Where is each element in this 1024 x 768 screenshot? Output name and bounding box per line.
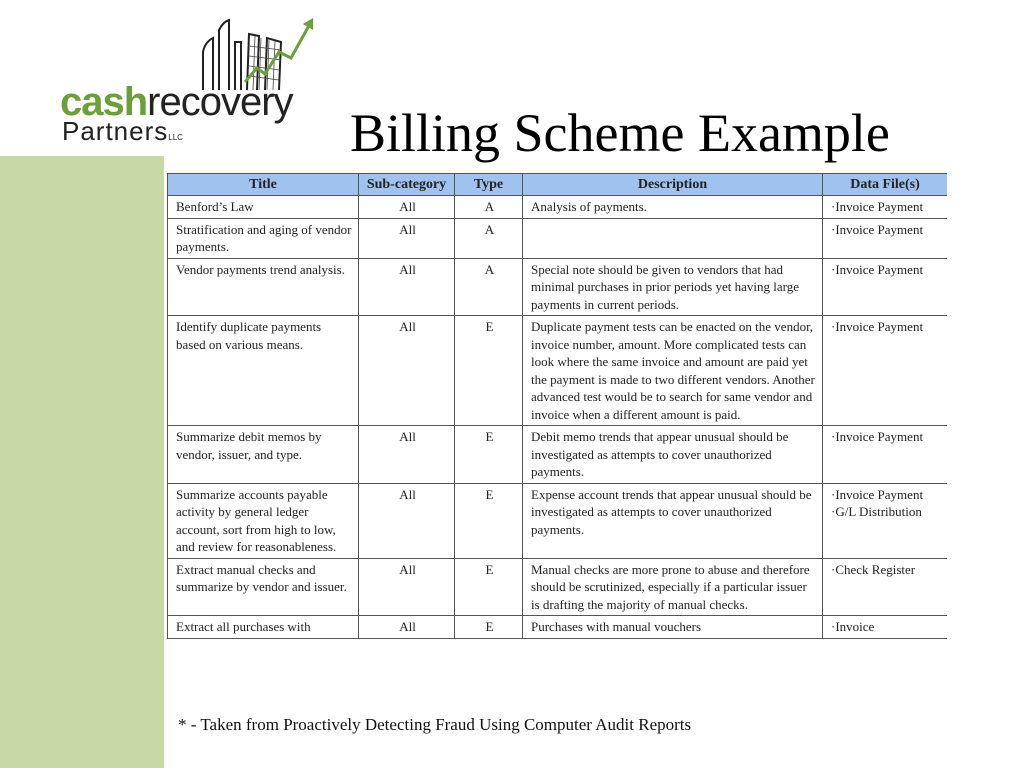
- cell-data-files: [823, 558, 948, 616]
- cell-title: Extract manual checks and summarize by vendor and issuer.: [168, 558, 359, 616]
- cell-description: Purchases with manual vouchers: [523, 616, 823, 639]
- cell-data-files: [823, 316, 948, 426]
- table-container: [167, 173, 947, 693]
- data-file-item: ·Invoice Payment: [831, 199, 924, 214]
- cell-data-files: [823, 426, 948, 484]
- cell-data-files: [823, 616, 948, 639]
- table-header-row: [168, 174, 948, 196]
- cell-title: Benford’s Law: [168, 196, 359, 219]
- data-file-item: ·G/L Distribution: [831, 504, 922, 519]
- cell-data-files: [823, 218, 948, 258]
- cell-data-files: [823, 196, 948, 219]
- cell-data-files: [823, 258, 948, 316]
- source-footnote: * - Taken from Proactively Detecting Fraud Using Computer Audit Reports: [178, 715, 692, 734]
- cell-subcategory: All: [359, 558, 455, 616]
- header-subcategory: Sub-category: [359, 174, 455, 196]
- data-file-item: ·Invoice Payment: [831, 261, 924, 277]
- logo-word-recovery: recovery: [147, 80, 293, 124]
- cell-title: Summarize accounts payable activity by general ledger account, sort from high to low, and review for reasonableness.: [168, 483, 359, 558]
- company-logo: [0, 0, 330, 156]
- cell-title: Vendor payments trend analysis.: [168, 258, 359, 316]
- data-file-item: ·Check Register: [831, 561, 916, 577]
- logo-word-llc: LLC: [168, 133, 183, 142]
- logo-word-partners: Partners: [62, 116, 169, 146]
- cell-type: E: [455, 558, 523, 616]
- cell-description: Special note should be given to vendors that had minimal purchases in prior periods yet having large payments in current periods.: [523, 258, 823, 316]
- cell-type: A: [455, 196, 523, 219]
- cell-description: [523, 218, 823, 258]
- header-type: Type: [455, 174, 523, 196]
- cell-type: E: [455, 426, 523, 484]
- header-description: Description: [523, 174, 823, 196]
- table-body: [168, 196, 948, 639]
- table-row: [168, 196, 948, 219]
- cell-description: Duplicate payment tests can be enacted on the vendor, invoice number, amount. More complicated tests can look where the same invoice and amount are paid yet the payment is made to two different vendors. Another advanced test would be to search for same vendor and invoice when a different amount is paid.: [523, 316, 823, 426]
- cell-title: Summarize debit memos by vendor, issuer, and type.: [168, 426, 359, 484]
- cell-subcategory: All: [359, 616, 455, 639]
- cell-subcategory: All: [359, 316, 455, 426]
- table-row: [168, 258, 948, 316]
- slide-title: Billing Scheme Example: [350, 103, 890, 163]
- cell-description: Expense account trends that appear unusual should be investigated as attempts to cover unauthorized payments.: [523, 483, 823, 558]
- data-file-item: ·Invoice: [831, 619, 875, 634]
- cell-title: Stratification and aging of vendor payments.: [168, 218, 359, 258]
- table-row: [168, 616, 948, 639]
- table-row: [168, 483, 948, 558]
- table-row: [168, 218, 948, 258]
- header-data-files: Data File(s): [823, 174, 948, 196]
- cell-type: E: [455, 616, 523, 639]
- cell-description: Analysis of payments.: [523, 196, 823, 219]
- cell-type: E: [455, 316, 523, 426]
- header-title: Title: [168, 174, 359, 196]
- cell-type: A: [455, 258, 523, 316]
- cell-subcategory: All: [359, 218, 455, 258]
- table-row: [168, 426, 948, 484]
- logo-word-cash: cash: [60, 80, 148, 124]
- cell-title: Identify duplicate payments based on various means.: [168, 316, 359, 426]
- cell-type: A: [455, 218, 523, 258]
- table-row: [168, 316, 948, 426]
- cell-data-files: [823, 483, 948, 558]
- cell-subcategory: All: [359, 196, 455, 219]
- cell-description: Debit memo trends that appear unusual should be investigated as attempts to cover unauthorized payments.: [523, 426, 823, 484]
- cell-type: E: [455, 483, 523, 558]
- billing-scheme-table: [167, 173, 947, 639]
- table-row: [168, 558, 948, 616]
- cell-subcategory: All: [359, 258, 455, 316]
- data-file-item: ·Invoice Payment: [831, 429, 924, 444]
- data-file-item: ·Invoice Payment: [831, 486, 924, 502]
- cell-description: Manual checks are more prone to abuse and therefore should be scrutinized, especially if a particular issuer is drafting the majority of manual checks.: [523, 558, 823, 616]
- data-file-item: ·Invoice Payment: [831, 221, 924, 237]
- cell-subcategory: All: [359, 426, 455, 484]
- cell-title: Extract all purchases with: [168, 616, 359, 639]
- data-file-item: ·Invoice Payment: [831, 319, 924, 334]
- logo-subline: [62, 118, 183, 151]
- cell-subcategory: All: [359, 483, 455, 558]
